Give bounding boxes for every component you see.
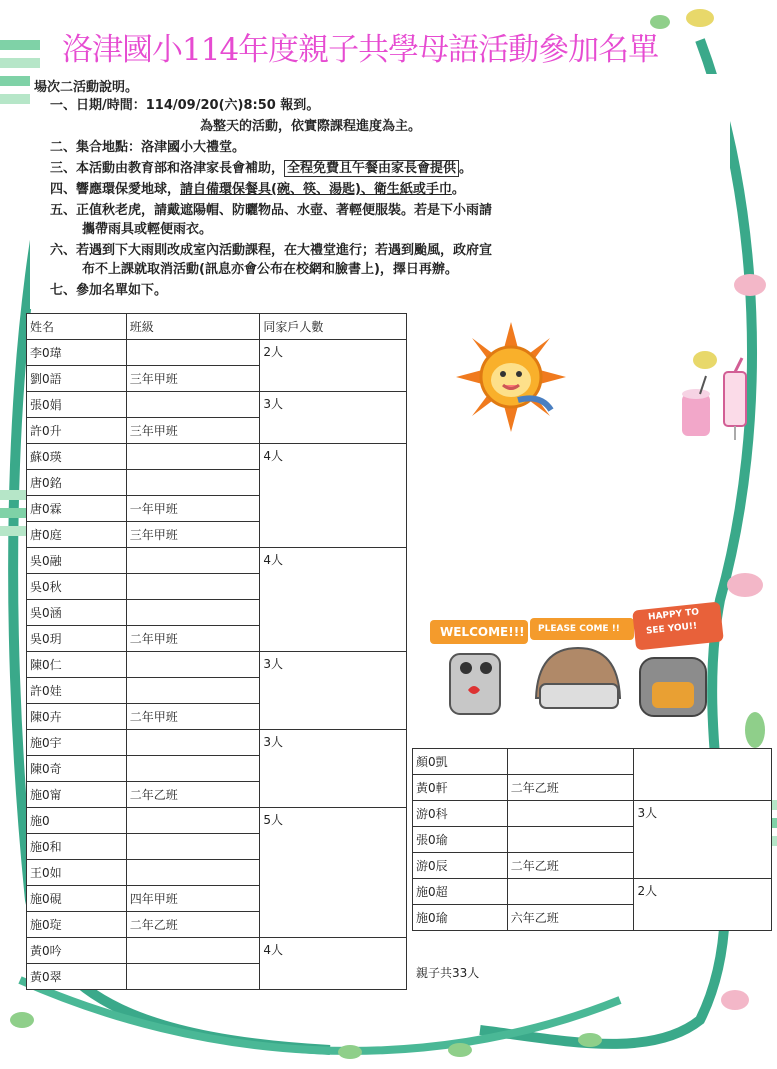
household-count: 4人: [260, 938, 407, 990]
item4-pre: 四、響應環保愛地球，: [50, 182, 181, 197]
participant-name: 張0瑜: [413, 827, 508, 853]
notice-item-7: 七、參加名單如下。: [50, 283, 168, 298]
participant-class: 二年乙班: [126, 782, 260, 808]
header-household: 同家戶人數: [260, 314, 407, 340]
participant-class: 一年甲班: [126, 496, 260, 522]
participant-class: [126, 808, 260, 834]
happy-sign-line1: HAPPY TO: [647, 607, 700, 623]
participant-class: [126, 756, 260, 782]
notice-item-2: 二、集合地點：洛津國小大禮堂。: [50, 140, 246, 155]
participant-class: 三年甲班: [126, 366, 260, 392]
participant-class: [126, 548, 260, 574]
table-row: [27, 548, 407, 574]
participant-name: 陳0卉: [27, 704, 127, 730]
total-count: 親子共33人: [416, 966, 480, 980]
participant-class: 二年乙班: [507, 775, 634, 801]
participant-class: [507, 749, 634, 775]
participant-class: 二年甲班: [126, 626, 260, 652]
participant-name: 施0琁: [27, 912, 127, 938]
participant-name: 施0: [27, 808, 127, 834]
participant-class: 二年乙班: [507, 853, 634, 879]
welcome-sign: WELCOME!!!: [440, 625, 525, 639]
participant-class: [126, 730, 260, 756]
participant-class: [126, 652, 260, 678]
item3-box: 全程免費且午餐由家長會提供: [284, 160, 459, 177]
table-row: [27, 938, 407, 964]
participant-class: [507, 879, 634, 905]
household-count: 3人: [260, 392, 407, 444]
table-row: [413, 879, 772, 905]
participant-name: 游0科: [413, 801, 508, 827]
participant-class: 二年甲班: [126, 704, 260, 730]
table-row: [27, 652, 407, 678]
item1-suffix: 。: [306, 98, 320, 113]
participant-class: [507, 827, 634, 853]
notice-item-5-line2: 攜帶雨具或輕便雨衣。: [82, 222, 213, 237]
participant-class: [126, 574, 260, 600]
table-header-row: [27, 314, 407, 340]
participant-name: 陳0仁: [27, 652, 127, 678]
household-count: 4人: [260, 548, 407, 652]
participant-name: 施0超: [413, 879, 508, 905]
participant-name: 劉0語: [27, 366, 127, 392]
item1-text: 114/09/20(六)8:50 報到: [145, 98, 307, 113]
item3-pre: 三、本活動由教育部和洛津家長會補助，: [50, 161, 285, 176]
participant-class: 二年乙班: [126, 912, 260, 938]
participant-name: 王0如: [27, 860, 127, 886]
participant-name: 吳0秋: [27, 574, 127, 600]
participant-table: [26, 313, 407, 990]
please-come-sign: PLEASE COME !!: [538, 624, 620, 634]
notice-item-1-line2: 為整天的活動，依實際課程進度為主。: [200, 119, 422, 134]
participant-name: 許0升: [27, 418, 127, 444]
participant-class: [126, 860, 260, 886]
item3-post: 。: [459, 161, 473, 176]
household-count: [634, 749, 772, 801]
participant-name: 唐0霖: [27, 496, 127, 522]
participant-name: 施0硯: [27, 886, 127, 912]
notice-item-4: [50, 182, 465, 198]
participant-name: 陳0奇: [27, 756, 127, 782]
table-row: [27, 444, 407, 470]
drinks-illustration: [676, 356, 756, 446]
participant-name: 唐0銘: [27, 470, 127, 496]
household-count: 2人: [260, 340, 407, 392]
participant-name: 許0娃: [27, 678, 127, 704]
participant-class: [126, 834, 260, 860]
participant-name: 唐0庭: [27, 522, 127, 548]
participant-name: 黃0翠: [27, 964, 127, 990]
participant-name: 顏0凱: [413, 749, 508, 775]
participant-name: 施0和: [27, 834, 127, 860]
participant-class: 四年甲班: [126, 886, 260, 912]
participant-class: [126, 444, 260, 470]
household-count: 3人: [260, 652, 407, 730]
header-class: 班級: [126, 314, 260, 340]
household-count: 4人: [260, 444, 407, 548]
table-row: [27, 808, 407, 834]
welcome-illustration: [428, 598, 728, 723]
participant-class: [126, 340, 260, 366]
household-count: 2人: [634, 879, 772, 931]
header-name: 姓名: [27, 314, 127, 340]
table-row: [27, 340, 407, 366]
participant-class: [126, 938, 260, 964]
participant-class: [507, 801, 634, 827]
participant-class: 三年甲班: [126, 522, 260, 548]
activity-notice: [30, 74, 730, 309]
participant-class: 三年甲班: [126, 418, 260, 444]
participant-name: 游0辰: [413, 853, 508, 879]
participant-class: [126, 392, 260, 418]
happy-sign-line2: SEE YOU!!: [645, 621, 698, 637]
notice-item-6: 六、若遇到下大雨則改成室內活動課程，在大禮堂進行；若遇到颱風，政府宣: [50, 243, 493, 258]
participant-name: 張0娟: [27, 392, 127, 418]
participant-table-continued: [412, 748, 772, 931]
participant-name: 吳0融: [27, 548, 127, 574]
notice-item-3: [50, 161, 472, 177]
participant-class: [126, 470, 260, 496]
participant-name: 吳0玥: [27, 626, 127, 652]
table-row: [27, 730, 407, 756]
participant-class: [126, 964, 260, 990]
participant-name: 蘇0瑛: [27, 444, 127, 470]
item4-post: 。: [451, 182, 465, 197]
table-row: [413, 749, 772, 775]
participant-class: [126, 600, 260, 626]
participant-name: 施0瑜: [413, 905, 508, 931]
participant-name: 李0瑋: [27, 340, 127, 366]
participant-class: 六年乙班: [507, 905, 634, 931]
page-title: 洛津國小114年度親子共學母語活動參加名單: [62, 32, 659, 68]
notice-item-5: 五、正值秋老虎，請戴遮陽帽、防曬物品、水壺、著輕便服裝。若是下小雨請: [50, 203, 493, 218]
household-count: 3人: [634, 801, 772, 879]
participant-name: 吳0涵: [27, 600, 127, 626]
participant-class: [126, 678, 260, 704]
participant-name: 黃0軒: [413, 775, 508, 801]
household-count: 3人: [260, 730, 407, 808]
notice-heading: 場次二活動說明。: [34, 80, 139, 95]
participant-name: 黃0吟: [27, 938, 127, 964]
table-row: [27, 392, 407, 418]
sun-illustration: [456, 322, 566, 432]
participant-name: 施0甯: [27, 782, 127, 808]
item1-label: 一、日期/時間：: [50, 98, 146, 113]
table-row: [413, 801, 772, 827]
notice-item-1: [50, 98, 319, 114]
household-count: 5人: [260, 808, 407, 938]
notice-item-6-line2: 布不上課就取消活動(訊息亦會公布在校網和臉書上)，擇日再辦。: [82, 262, 458, 277]
item4-underlined: 請自備環保餐具(碗、筷、湯匙)、衛生紙或手巾: [180, 182, 452, 197]
participant-name: 施0宇: [27, 730, 127, 756]
